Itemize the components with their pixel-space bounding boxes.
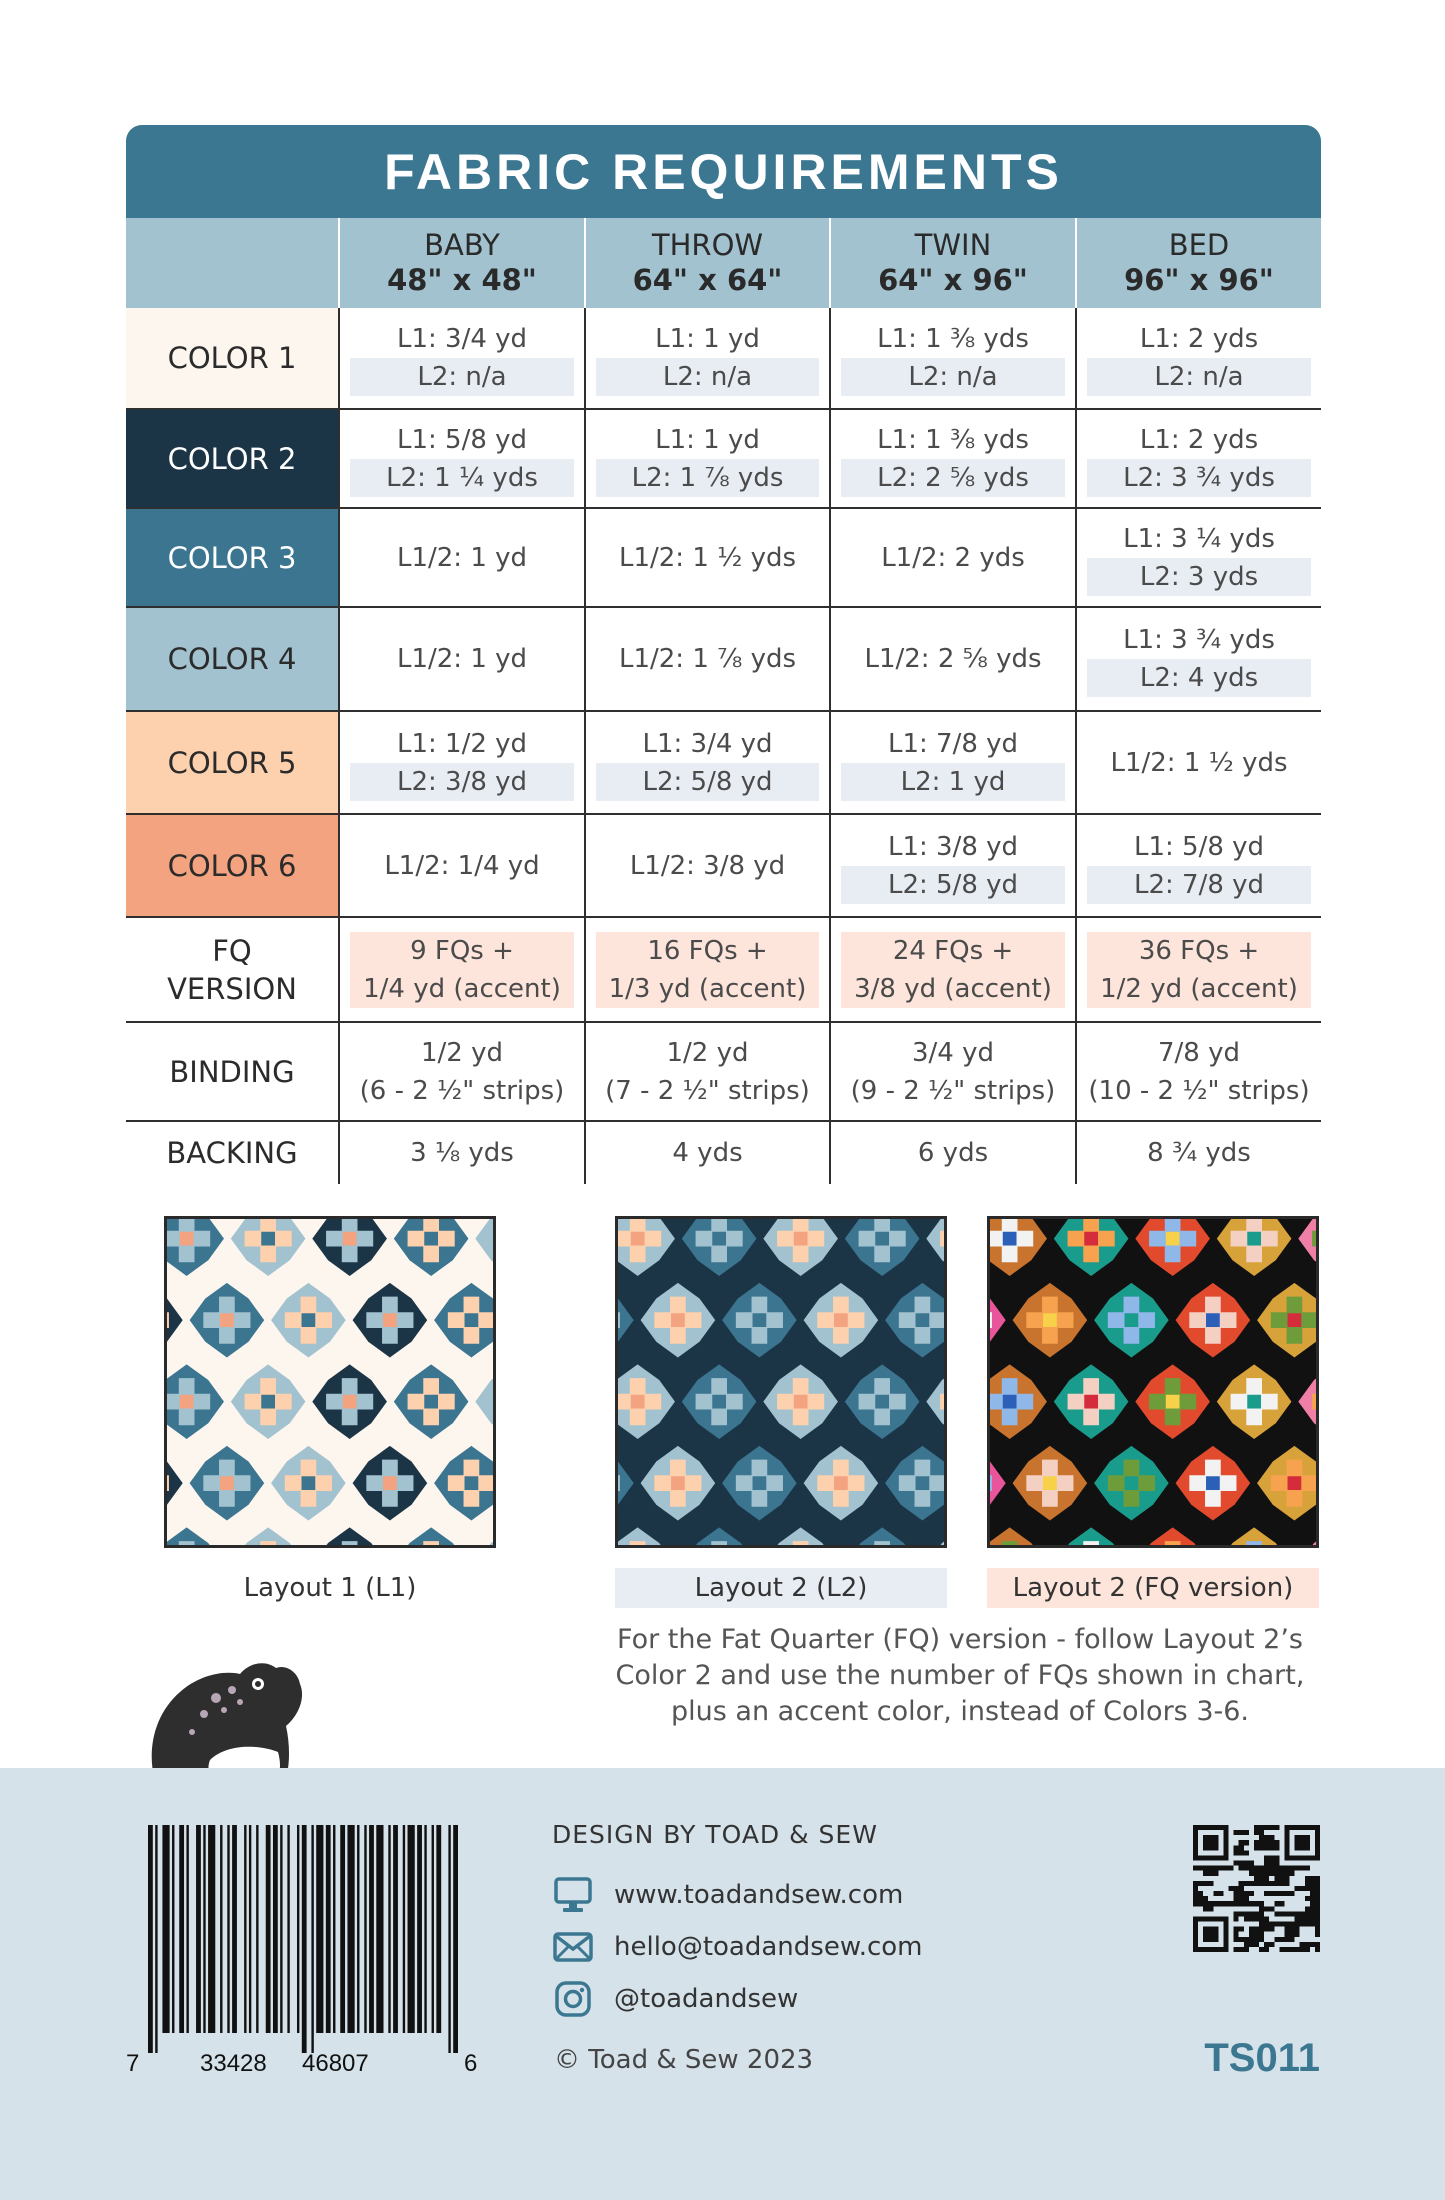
table-cell (338, 1023, 584, 1120)
cell-line: L1: 7/8 yd (887, 728, 1019, 759)
table-cell (584, 608, 829, 710)
cell-line: 1/3 yd (accent) (596, 970, 819, 1008)
cell-line: (9 - 2 ½" strips) (850, 1075, 1056, 1106)
table-cell (1075, 308, 1321, 408)
quilt-pattern (990, 1219, 1316, 1545)
cell-line: (6 - 2 ½" strips) (359, 1075, 565, 1106)
quilt-pattern (167, 1219, 493, 1545)
fabric-requirements-table (126, 125, 1321, 1184)
layout-2-caption: Layout 2 (L2) (615, 1568, 947, 1608)
table-cell (338, 410, 584, 507)
table-row (126, 918, 1321, 1023)
cell-line: 1/4 yd (accent) (350, 970, 574, 1008)
layout-fq-quilt-image (987, 1216, 1319, 1548)
cell-line: L1: 5/8 yd (1133, 831, 1265, 862)
instagram-row[interactable] (552, 1979, 798, 2019)
email-row[interactable] (552, 1927, 923, 1967)
cell-line: L1: 2 yds (1139, 324, 1259, 354)
size-header-twin (829, 218, 1075, 308)
cell-line: 36 FQs + (1087, 932, 1311, 970)
table-row (126, 608, 1321, 712)
barcode-digit-lead: 7 (126, 2050, 140, 2077)
table-cell (338, 918, 584, 1021)
cell-line: 6 yds (917, 1138, 989, 1168)
table-cell (829, 509, 1075, 606)
table-cell (338, 509, 584, 606)
cell-line: L1: 5/8 yd (396, 424, 528, 455)
layout-fq-caption: Layout 2 (FQ version) (987, 1568, 1319, 1608)
table-cell (829, 712, 1075, 813)
table-cell (829, 1122, 1075, 1184)
barcode (148, 1825, 458, 2053)
table-cell (338, 1122, 584, 1184)
table-cell (338, 815, 584, 916)
cell-line: L1/2: 1 yd (396, 542, 528, 573)
cell-line: 3 ⅛ yds (410, 1138, 514, 1168)
cell-line: L2: 5/8 yd (841, 866, 1065, 904)
table-cell (1075, 608, 1321, 710)
cell-line: L1: 1 yd (655, 324, 760, 354)
cell-line: 4 yds (672, 1138, 743, 1168)
table-cell (1075, 712, 1321, 813)
cell-line: L2: n/a (596, 358, 819, 396)
cell-line: 1/2 yd (666, 1037, 749, 1068)
pattern-code: TS011 (1204, 2036, 1320, 2080)
instagram-handle[interactable]: @toadandsew (614, 1984, 799, 2014)
row-label-line: FQ (212, 933, 252, 968)
size-header-baby (338, 218, 584, 308)
cell-line: L2: 7/8 yd (1087, 866, 1311, 904)
table-cell (584, 1023, 829, 1120)
cell-line: (10 - 2 ½" strips) (1088, 1075, 1310, 1106)
instagram-icon (552, 1979, 594, 2019)
table-cell (829, 918, 1075, 1021)
cell-line: L1/2: 1/4 yd (384, 850, 540, 881)
table-cell (1075, 918, 1321, 1021)
design-by-label: DESIGN BY TOAD & SEW (552, 1820, 878, 1849)
barcode-digits-right: 46807 (302, 2050, 369, 2077)
table-cell (829, 608, 1075, 710)
cell-line: L2: 3 ¾ yds (1087, 459, 1311, 497)
table-cell (1075, 1122, 1321, 1184)
table-row (126, 1023, 1321, 1122)
table-row (126, 712, 1321, 815)
table-cell (338, 712, 584, 813)
cell-line: L1: 2 yds (1139, 424, 1259, 455)
size-header-bed (1075, 218, 1321, 308)
cell-line: L1: 1 ⅜ yds (877, 324, 1029, 354)
table-row (126, 509, 1321, 608)
table-cell (584, 308, 829, 408)
size-dims: 64" x 64" (632, 263, 783, 297)
cell-line: L2: 4 yds (1087, 659, 1311, 697)
cell-line: L1: 3 ¾ yds (1123, 625, 1275, 655)
table-cell (584, 1122, 829, 1184)
cell-line: 3/8 yd (accent) (841, 970, 1065, 1008)
cell-line: 1/2 yd (accent) (1087, 970, 1311, 1008)
copyright-text: © Toad & Sew 2023 (554, 2045, 814, 2075)
table-cell (584, 509, 829, 606)
layout-2-quilt-image (615, 1216, 947, 1548)
size-name: THROW (651, 228, 764, 262)
cell-line: L2: n/a (350, 358, 574, 396)
size-header-throw (584, 218, 829, 308)
size-name: BABY (424, 228, 500, 262)
cell-line: L1: 3 ¼ yds (1123, 523, 1275, 554)
table-cell (338, 308, 584, 408)
cell-line: L2: 1 ⅞ yds (596, 459, 819, 497)
website-row[interactable] (552, 1875, 903, 1915)
table-row (126, 1122, 1321, 1184)
table-cell (338, 608, 584, 710)
row-label: BACKING (126, 1122, 338, 1184)
website-link[interactable]: www.toadandsew.com (614, 1880, 904, 1910)
qr-code[interactable] (1193, 1825, 1320, 1952)
cell-line: 9 FQs + (350, 932, 574, 970)
table-cell (1075, 1023, 1321, 1120)
table-cell (829, 308, 1075, 408)
cell-line: 8 ¾ yds (1147, 1138, 1251, 1168)
cell-line: L1/2: 3/8 yd (629, 850, 786, 881)
size-dims: 96" x 96" (1124, 263, 1274, 297)
cell-line: L1: 3/8 yd (887, 831, 1019, 862)
cell-line: L2: 2 ⅝ yds (841, 459, 1065, 497)
email-link[interactable]: hello@toadandsew.com (614, 1932, 923, 1962)
row-label: COLOR 5 (126, 712, 338, 813)
table-row (126, 815, 1321, 918)
cell-line: L1: 3/4 yd (642, 728, 773, 759)
table-cell (829, 1023, 1075, 1120)
row-label (126, 918, 338, 1021)
cell-line: L1: 1 ⅜ yds (877, 424, 1029, 455)
cell-line: L2: n/a (841, 358, 1065, 396)
cell-line: 1/2 yd (421, 1037, 503, 1068)
fq-version-note: For the Fat Quarter (FQ) version - follow Layout 2’s Color 2 and use the number of FQs shown in chart, plus an accent color, instead of Colors 3-6. (615, 1624, 1305, 1727)
cell-line: L1: 3/4 yd (396, 324, 528, 354)
barcode-digit-check: 6 (464, 2050, 478, 2077)
table-cell (1075, 410, 1321, 507)
table-cell (584, 918, 829, 1021)
quilt-pattern (618, 1219, 944, 1545)
table-body (126, 308, 1321, 1184)
table-row (126, 308, 1321, 410)
cell-line: 16 FQs + (596, 932, 819, 970)
row-label: COLOR 4 (126, 608, 338, 710)
row-label: COLOR 3 (126, 509, 338, 606)
cell-line: L1/2: 2 ⅝ yds (864, 644, 1042, 674)
size-header-row (126, 218, 1321, 308)
table-row (126, 410, 1321, 509)
table-cell (584, 712, 829, 813)
cell-line: L2: 3 yds (1087, 558, 1311, 596)
monitor-icon (552, 1875, 594, 1915)
cell-line: L1/2: 1 ½ yds (1110, 747, 1288, 778)
cell-line: L1/2: 2 yds (881, 542, 1025, 573)
cell-line: L2: n/a (1087, 358, 1311, 396)
cell-line: L2: 1 yd (841, 763, 1065, 801)
table-cell (1075, 815, 1321, 916)
layout-1-quilt-image (164, 1216, 496, 1548)
header-corner (126, 218, 338, 308)
row-label: COLOR 1 (126, 308, 338, 408)
table-cell (829, 410, 1075, 507)
cell-line: L1/2: 1 yd (396, 644, 528, 674)
layout-1-caption: Layout 1 (L1) (243, 1573, 417, 1603)
cell-line: L2: 1 ¼ yds (350, 459, 574, 497)
envelope-icon (552, 1927, 594, 1967)
size-dims: 64" x 96" (878, 263, 1028, 297)
row-label-line: VERSION (167, 971, 297, 1006)
table-cell (829, 815, 1075, 916)
size-name: TWIN (914, 228, 992, 262)
table-cell (584, 815, 829, 916)
size-name: BED (1168, 228, 1230, 262)
table-title: FABRIC REQUIREMENTS (126, 125, 1321, 218)
row-label: BINDING (126, 1023, 338, 1120)
cell-line: L1: 1 yd (655, 424, 760, 455)
cell-line: 3/4 yd (912, 1037, 994, 1068)
cell-line: L1/2: 1 ½ yds (618, 542, 797, 573)
cell-line: 7/8 yd (1158, 1037, 1240, 1068)
barcode-digits-left: 33428 (200, 2050, 267, 2077)
cell-line: 24 FQs + (841, 932, 1065, 970)
cell-line: L2: 5/8 yd (596, 763, 819, 801)
row-label: COLOR 6 (126, 815, 338, 916)
cell-line: L1: 1/2 yd (396, 728, 528, 759)
size-dims: 48" x 48" (387, 263, 537, 297)
table-cell (1075, 509, 1321, 606)
cell-line: L2: 3/8 yd (350, 763, 574, 801)
cell-line: L1/2: 1 ⅞ yds (618, 644, 797, 674)
table-cell (584, 410, 829, 507)
cell-line: (7 - 2 ½" strips) (605, 1075, 810, 1106)
row-label: COLOR 2 (126, 410, 338, 507)
